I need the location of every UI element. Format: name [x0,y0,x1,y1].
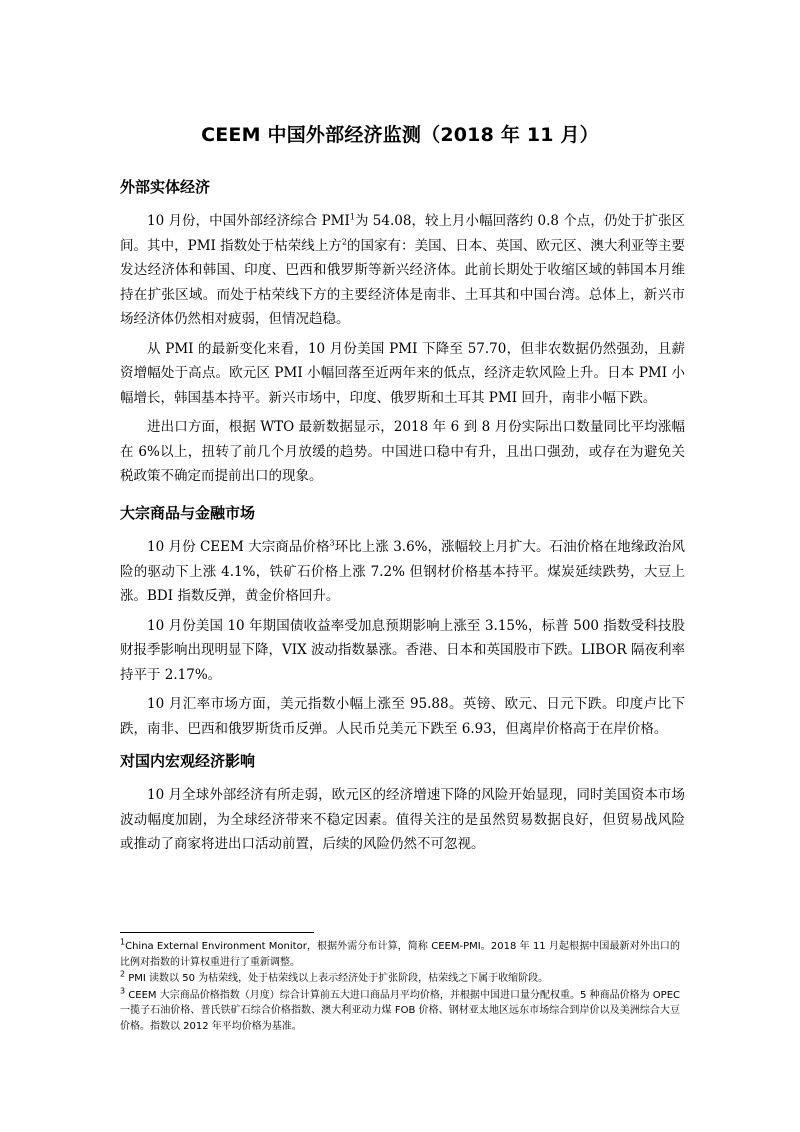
footnote [120,971,680,987]
paragraph: 10 月份美国 10 年期国债收益率受加息预期影响上涨至 3.15%，标普 500 指数受科技股财报季影响出现明显下降，VIX 波动指数暴涨。香港、日本和英国股市下跌。LIBOR 隔夜利率持平于 2.17%。 [120,617,685,683]
paragraph: 10 月汇率市场方面，美元指数小幅上涨至 95.88。英镑、欧元、日元下跌。印度卢比下跌，南非、巴西和俄罗斯货币反弹。人民币兑美元下跌至 6.93，但离岸价格高于在岸价格。 [120,696,685,737]
paragraph-text: 10 月份 CEEM 大宗商品价格 [147,539,330,555]
section-commodities-financial-markets [120,503,685,746]
paragraph: 10 月全球外部经济有所走弱，欧元区的经济增速下降的风险开始显现，同时美国资本市场波动幅度加剧，为全球经济带来不稳定因素。值得关注的是虽然贸易数据良好，但贸易战风险或推动了商家将进出口活动前置，后续的风险仍然不可忽视。 [120,787,685,852]
section-heading: 对国内宏观经济影响 [120,752,256,770]
document-title: CEEM 中国外部经济监测（2018 年 11 月） [201,124,599,146]
footnote [120,988,680,1035]
footnote-mark: 3 [120,986,126,996]
footnote-separator [120,932,314,933]
section-heading: 大宗商品与金融市场 [120,504,256,522]
footnote-ref[interactable]: 1 [349,212,355,222]
paragraph-text: 为 54.08，较上月小幅回落约 0.8 个点，仍处于扩张区间。其中，PMI 指数处于枯荣线上方 [120,213,685,254]
footnote-ref[interactable]: 2 [341,237,347,246]
footnote [120,939,680,970]
section-heading: 外部实体经济 [120,178,211,196]
footnote-mark: 1 [120,937,126,947]
paragraph: 从 PMI 的最新变化来看，10 月份美国 PMI 下降至 57.70，但非农数据仍然强劲，且薪资增幅处于高点。欧元区 PMI 小幅回落至近两年来的低点，经济走软风险上升。日本 PMI 小幅增长，韩国基本持平。新兴市场中，印度、俄罗斯和土耳其 PMI 回升，南非小幅下跌。 [120,340,685,406]
paragraph-text: 的国家有：美国、日本、英国、欧元区、澳大利亚等主要发达经济体和韩国、印度、巴西和俄罗斯等新兴经济体。此前长期处于收缩区域的韩国本月维持在扩张区域。而处于枯荣线下方的主要经济体是南非、土耳其和中国台湾。总体上，新兴市场经济体仍然相对疲弱，但情况趋稳。 [120,237,685,327]
section-domestic-macro-impact [120,751,685,862]
footnote-mark: 2 [120,969,126,979]
footnote-ref[interactable]: 3 [329,538,335,548]
paragraph-text: 环比上涨 3.6%，涨幅较上月扩大。石油价格在地缘政治风险的驱动下上涨 4.1%，铁矿石价格上涨 7.2% 但钢材价格基本持平。煤炭延续跌势，大豆上涨。BDI 指数反弹，黄金价格回升。 [120,539,685,604]
footnote-text: CEEM 大宗商品价格指数（月度）综合计算前五大进口商品月平均价格，并根据中国进口量分配权重。5 种商品价格为 OPEC 一揽子石油价格、普氏铁矿石综合价格指数、澳大利亚动力煤 FOB 价格、钢材亚太地区远东市场综合到岸价以及美洲综合大豆价格。指数以 2012 年平均价格为基准。 [120,989,680,1032]
paragraph [120,535,685,609]
paragraph-text: 10 月份，中国外部经济综合 PMI [147,213,350,229]
footnotes [120,939,680,1035]
paragraph [120,209,685,332]
footnote-text: PMI 读数以 50 为枯荣线，处于枯荣线以上表示经济处于扩张阶段，枯荣线之下属于收缩阶段。 [125,973,549,984]
footnote-text: China External Environment Monitor，根据外需分布计算，简称 CEEM-PMI。2018 年 11 月起根据中国最新对外出口的比例对指数的计算权重进行了重新调整。 [120,941,680,968]
section-external-real-economy [120,177,685,494]
paragraph: 进出口方面，根据 WTO 最新数据显示，2018 年 6 到 8 月份实际出口数量同比平均涨幅在 6%以上，扭转了前几个月放缓的趋势。中国进口稳中有升，且出口强劲，或存在为避免关税政策不确定而提前出口的现象。 [120,419,685,484]
